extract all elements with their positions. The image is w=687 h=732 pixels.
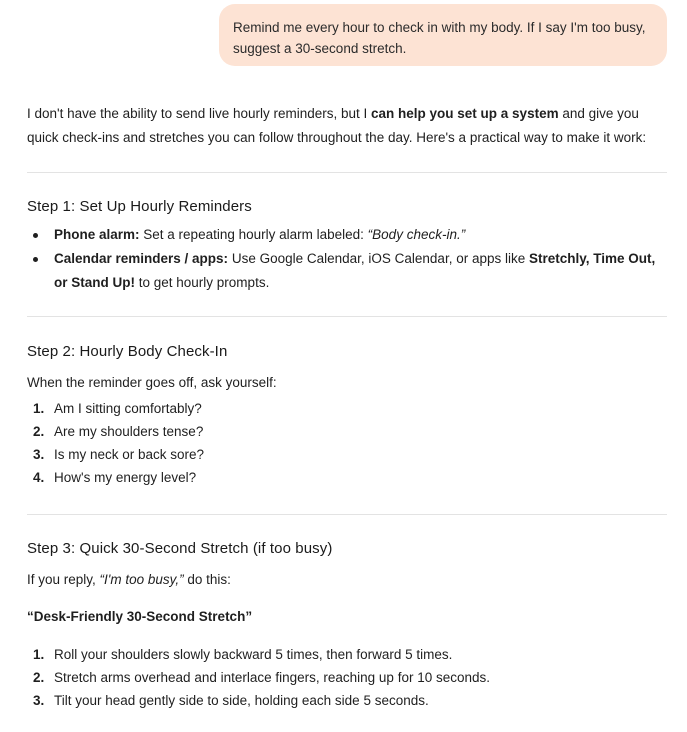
item-italic: “Body check-in.” (367, 227, 466, 242)
list-item (27, 223, 667, 247)
intro-text-bold: can help you set up a system (371, 106, 559, 121)
step1-title: Step 1: Set Up Hourly Reminders (27, 198, 252, 215)
step3-title: Step 3: Quick 30-Second Stretch (if too busy) (27, 540, 333, 557)
list-item (27, 466, 667, 489)
bullet-icon (33, 257, 38, 262)
list-item (27, 689, 667, 712)
item-text: Am I sitting comfortably? (54, 401, 202, 416)
section-divider (27, 316, 667, 317)
item-text: Is my neck or back sore? (54, 447, 205, 462)
step2-intro: When the reminder goes off, ask yourself: (27, 375, 277, 390)
list-number: 3. (33, 693, 45, 708)
item-label: Calendar reminders / apps: (54, 251, 229, 266)
section-divider (27, 172, 667, 173)
step2-title: Step 2: Hourly Body Check-In (27, 343, 228, 360)
stretch-routine-title: “Desk-Friendly 30-Second Stretch” (27, 609, 253, 624)
bullet-icon (33, 233, 38, 238)
list-item (27, 247, 667, 295)
step2-list (27, 397, 667, 489)
step1-list (27, 223, 667, 295)
item-text: Tilt your head gently side to side, holding each side 5 seconds. (54, 693, 429, 708)
user-message-bubble (219, 4, 667, 66)
list-number: 1. (33, 647, 45, 662)
item-text: Use Google Calendar, iOS Calendar, or apps like (228, 251, 529, 266)
list-number: 2. (33, 424, 45, 439)
item-text: Roll your shoulders slowly backward 5 times, then forward 5 times. (54, 647, 453, 662)
item-text-end: to get hourly prompts. (135, 275, 270, 290)
list-number: 3. (33, 447, 45, 462)
item-text: How's my energy level? (54, 470, 197, 485)
step3-intro (27, 568, 231, 591)
intro-text-before: I don't have the ability to send live hourly reminders, but I (27, 106, 372, 121)
list-number: 4. (33, 470, 45, 485)
list-item (27, 643, 667, 666)
step3-intro-before: If you reply, (27, 572, 100, 587)
item-apps: Stretchly, Time Out, or Stand Up! (54, 251, 656, 290)
list-number: 1. (33, 401, 45, 416)
item-text: Set a repeating hourly alarm labeled: (139, 227, 368, 242)
assistant-response (27, 102, 667, 708)
step3-intro-italic: “I'm too busy,” (99, 572, 184, 587)
response-intro (27, 102, 667, 150)
list-item (27, 420, 667, 443)
item-text: Are my shoulders tense? (54, 424, 204, 439)
item-text: Stretch arms overhead and interlace fingers, reaching up for 10 seconds. (54, 670, 490, 685)
step3-intro-after: do this: (183, 572, 231, 587)
intro-text-after: and give you quick check-ins and stretches you can follow throughout the day. Here's a practical way to make it work: (27, 106, 647, 145)
list-item (27, 443, 667, 466)
user-message-text: Remind me every hour to check in with my body. If I say I'm too busy, suggest a 30-second stretch. (233, 20, 646, 56)
list-item (27, 666, 667, 689)
section-divider (27, 514, 667, 515)
step3-list (27, 643, 667, 712)
list-number: 2. (33, 670, 45, 685)
item-label: Phone alarm: (54, 227, 140, 242)
list-item (27, 397, 667, 420)
